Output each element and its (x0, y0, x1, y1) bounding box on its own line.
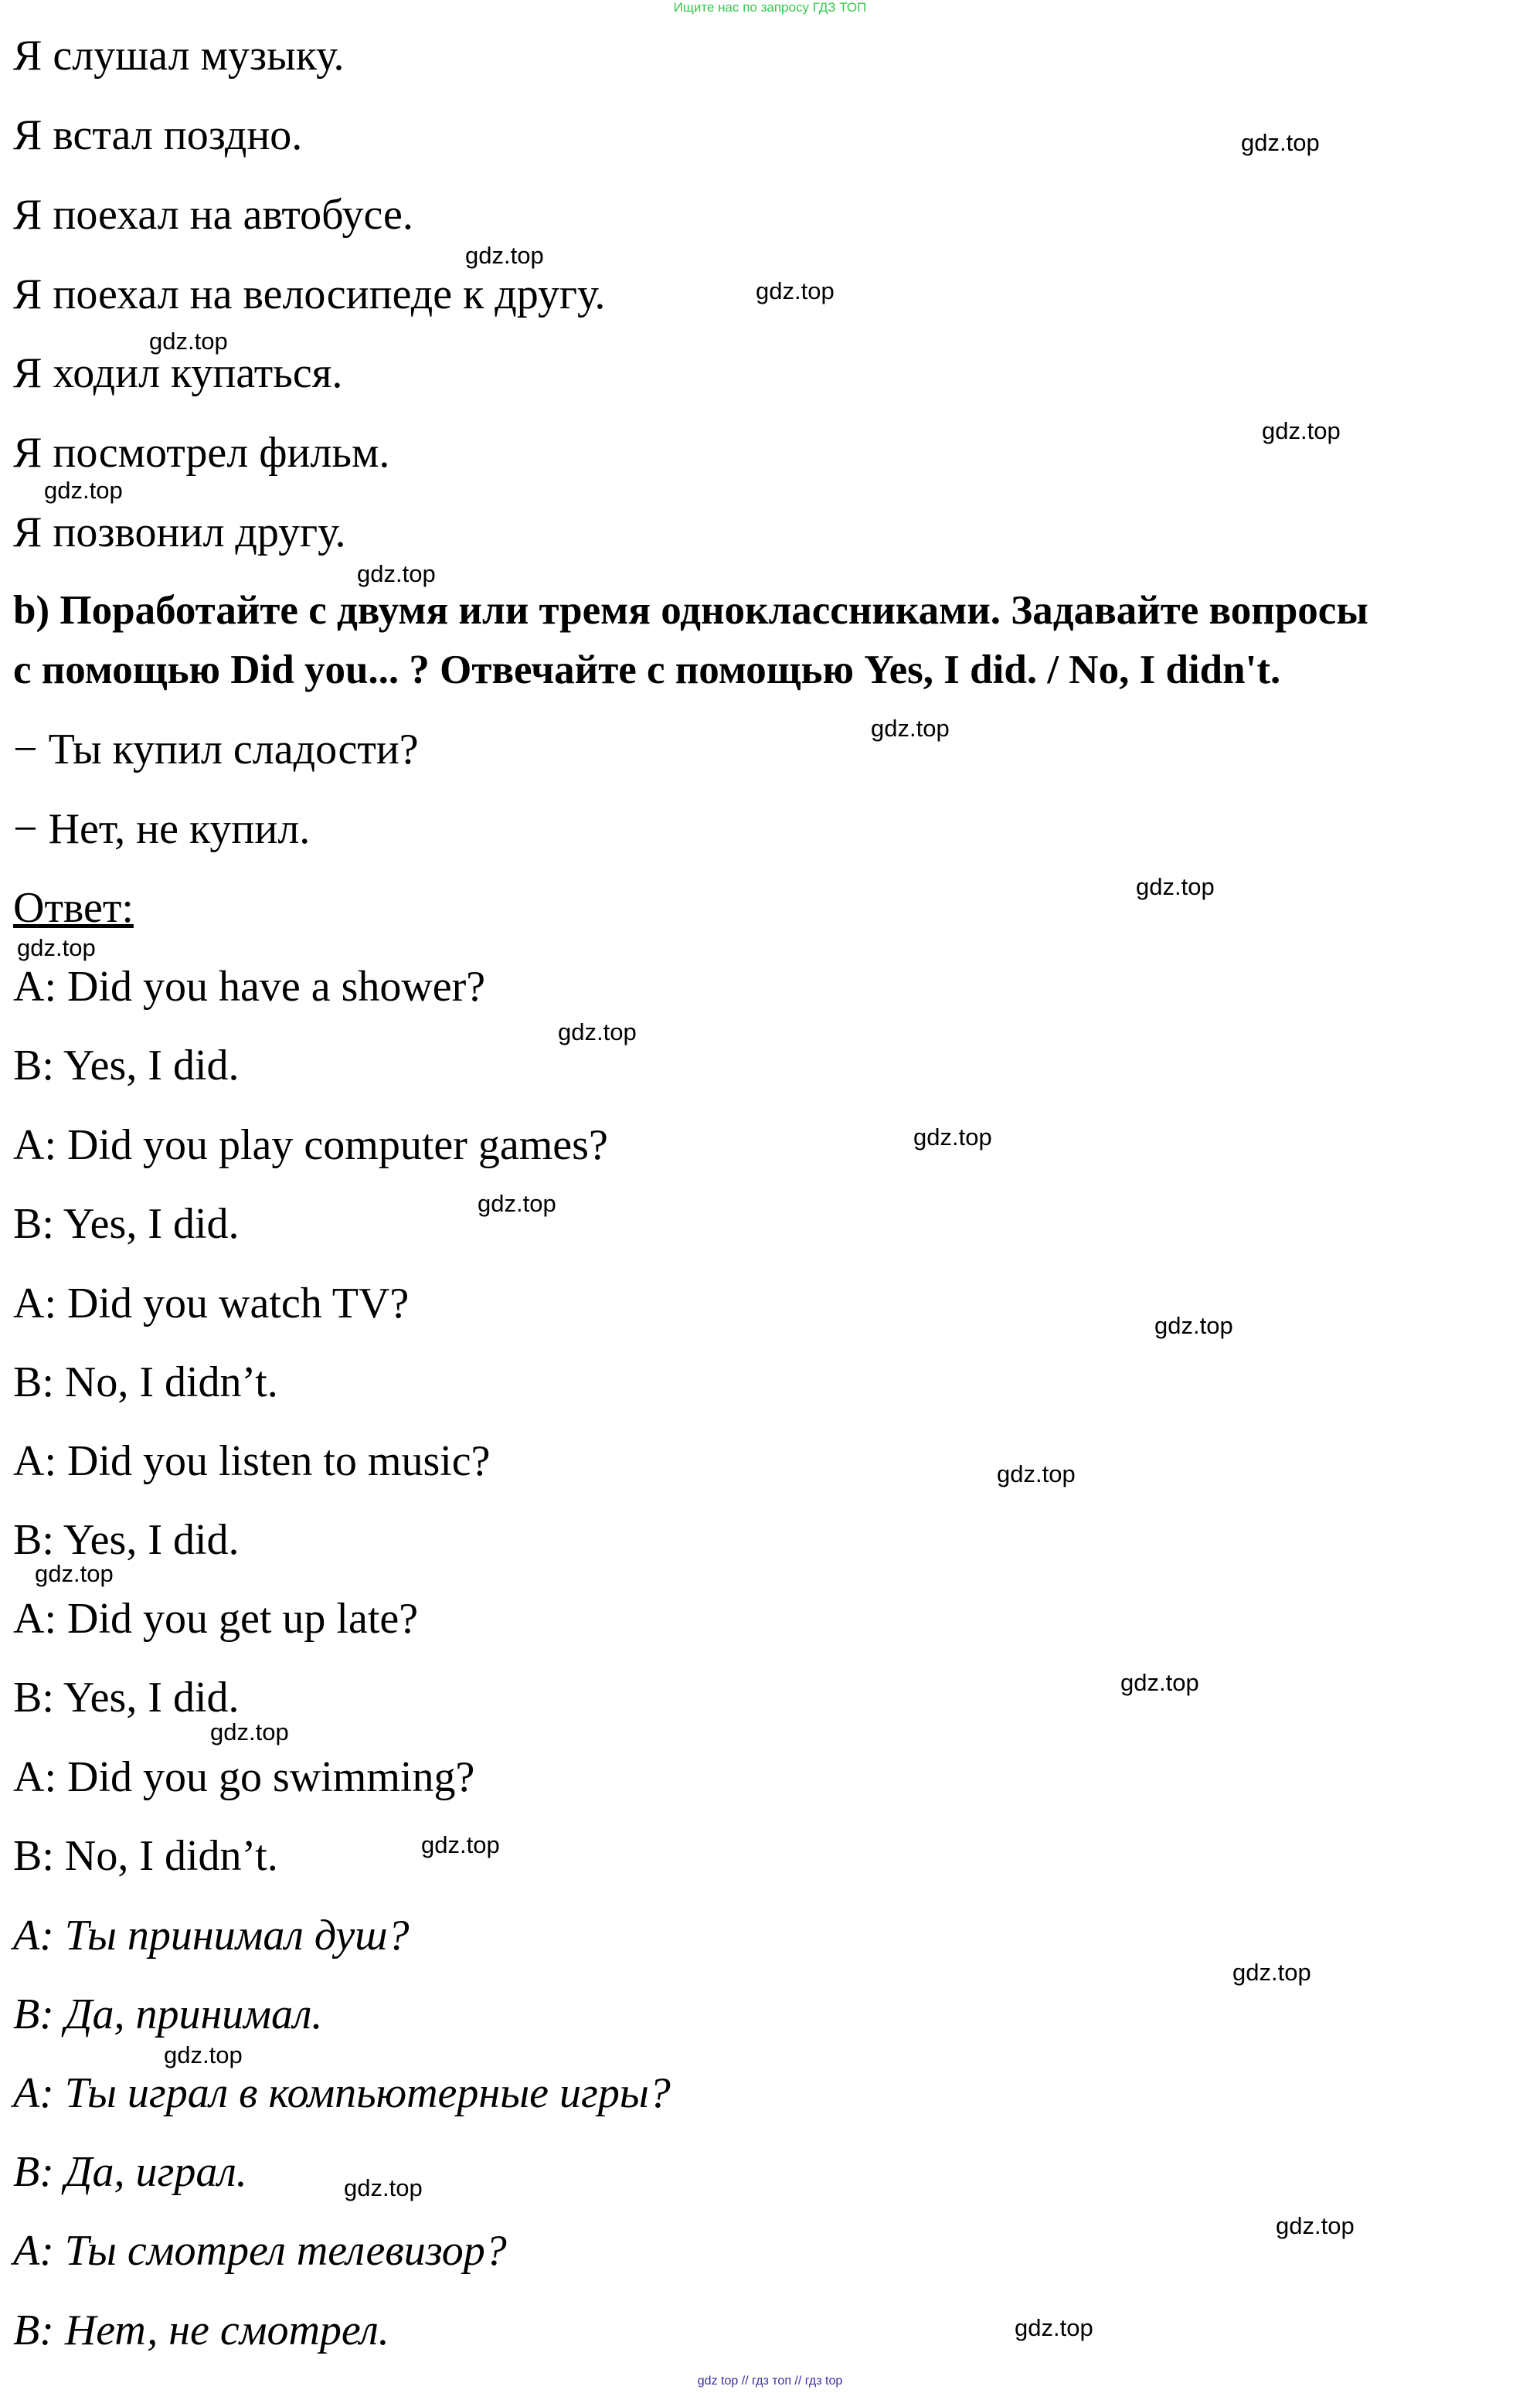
answer-heading: Ответ: (13, 884, 134, 932)
watermark: gdz.top (17, 934, 96, 961)
dialogue-ru-line: B: Нет, не смотрел. (13, 2306, 389, 2354)
dialogue-ru-line: A: Ты смотрел телевизор? (13, 2227, 507, 2275)
dialogue-en-line: B: Yes, I did. (13, 1042, 240, 1089)
sentence-5: Я ходил купаться. (13, 349, 343, 397)
dialogue-en-line: A: Did you watch TV? (13, 1280, 410, 1327)
dialogue-en-line: A: Did you go swimming? (13, 1753, 475, 1801)
top-banner: Ищите нас по запросу ГДЗ ТОП (673, 0, 867, 15)
sentence-7: Я позвонил другу. (13, 508, 346, 556)
example-question: − Ты купил сладости? (13, 726, 419, 773)
dialogue-en-line: B: No, I didn’t. (13, 1358, 278, 1406)
watermark: gdz.top (913, 1123, 992, 1151)
watermark: gdz.top (357, 560, 436, 587)
watermark: gdz.top (1241, 129, 1320, 156)
task-b-line-1: b) Поработайте с двумя или тремя одноклассниками. Задавайте вопросы (13, 588, 1368, 633)
watermark: gdz.top (1262, 417, 1341, 444)
watermark: gdz.top (756, 277, 835, 304)
dialogue-en-line: A: Did you get up late? (13, 1595, 419, 1643)
dialogue-ru-line: B: Да, принимал. (13, 1990, 323, 2038)
sentence-3: Я поехал на автобусе. (13, 191, 413, 239)
dialogue-en-line: B: Yes, I did. (13, 1674, 240, 1722)
watermark: gdz.top (1232, 1959, 1311, 1986)
sentence-2: Я встал поздно. (13, 111, 303, 159)
watermark: gdz.top (421, 1831, 500, 1858)
dialogue-en-line: B: Yes, I did. (13, 1516, 240, 1564)
task-b-line-2: с помощью Did you... ? Отвечайте с помощью Yes, I did. / No, I didn't. (13, 648, 1281, 692)
sentence-4: Я поехал на велосипеде к другу. (13, 270, 606, 318)
watermark: gdz.top (344, 2174, 423, 2201)
watermark: gdz.top (1120, 1669, 1199, 1696)
dialogue-ru-line: B: Да, играл. (13, 2148, 247, 2196)
watermark: gdz.top (35, 1560, 114, 1587)
dialogue-en-line: A: Did you have a shower? (13, 963, 486, 1011)
watermark: gdz.top (1154, 1312, 1233, 1339)
watermark: gdz.top (478, 1190, 556, 1217)
watermark: gdz.top (44, 477, 123, 504)
watermark: gdz.top (465, 242, 544, 269)
dialogue-en-line: B: No, I didn’t. (13, 1832, 278, 1880)
sentence-6: Я посмотрел фильм. (13, 429, 390, 477)
watermark: gdz.top (997, 1460, 1076, 1487)
dialogue-en-line: A: Did you play computer games? (13, 1121, 608, 1169)
dialogue-ru-line: A: Ты играл в компьютерные игры? (13, 2069, 671, 2117)
dialogue-ru-line: A: Ты принимал душ? (13, 1912, 410, 1960)
sentence-1: Я слушал музыку. (13, 32, 345, 80)
watermark: gdz.top (164, 2041, 243, 2068)
watermark: gdz.top (149, 328, 228, 355)
example-answer: − Нет, не купил. (13, 805, 311, 853)
footer: gdz top // гдз топ // гдз top (697, 2374, 843, 2388)
watermark: gdz.top (871, 715, 950, 742)
dialogue-en-line: B: Yes, I did. (13, 1200, 240, 1248)
watermark: gdz.top (1276, 2212, 1355, 2239)
watermark: gdz.top (210, 1718, 289, 1745)
watermark: gdz.top (558, 1018, 637, 1045)
watermark: gdz.top (1136, 873, 1215, 900)
watermark: gdz.top (1015, 2314, 1093, 2341)
dialogue-en-line: A: Did you listen to music? (13, 1437, 491, 1485)
